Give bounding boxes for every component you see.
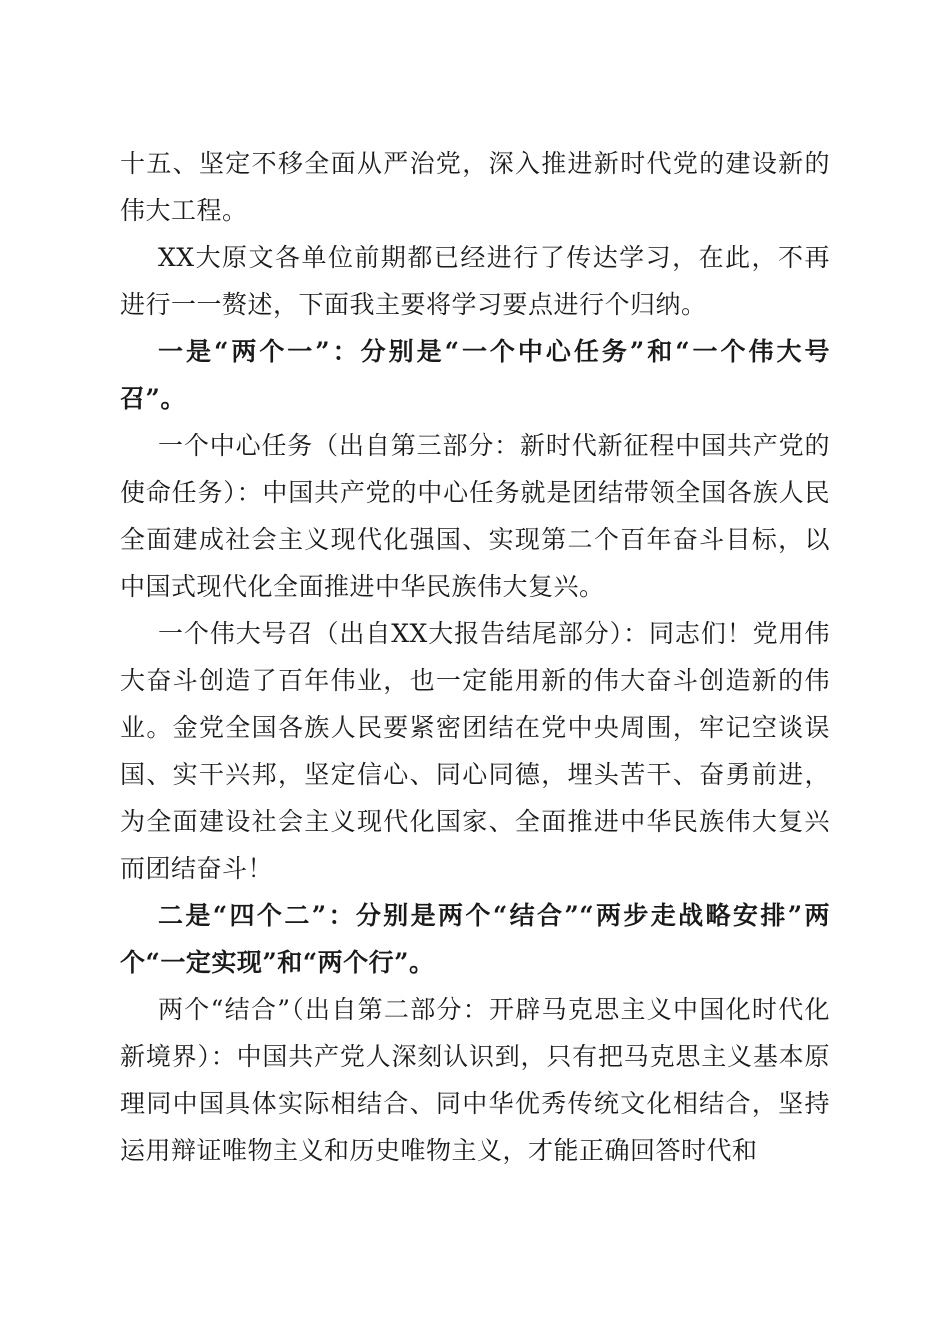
document-page [120,140,830,1174]
paragraph-intro: XX大原文各单位前期都已经进行了传达学习，在此，不再进行一一赘述，下面我主要将学习要点进行个归纳。 [120,243,830,319]
paragraph-central-task: 一个中心任务（出自第三部分：新时代新征程中国共产党的使命任务）：中国共产党的中心任务就是团结带领全国各族人民全面建成社会主义现代化强国、实现第二个百年奋斗目标，以中国式现代化全面推进中华民族伟大复兴。 [120,431,830,601]
paragraph-two-combinations: 两个“结合”（出自第二部分：开辟马克思主义中国化时代化新境界）：中国共产党人深刻认识到，只有把马克思主义基本原理同中国具体实际相结合、同中华优秀传统文化相结合，坚持运用辩证唯物主义和历史唯物主义，才能正确回答时代和 [120,995,830,1165]
paragraph-great-call: 一个伟大号召（出自XX大报告结尾部分）：同志们！党用伟大奋斗创造了百年伟业，也一定能用新的伟大奋斗创造新的伟业。金党全国各族人民要紧密团结在党中央周围，牢记空谈误国、实干兴邦，坚定信心、同心同德，埋头苦干、奋勇前进，为全面建设社会主义现代化国家、全面推进中华民族伟大复兴而团结奋斗！ [120,619,830,883]
paragraph-section-15: 十五、坚定不移全面从严治党，深入推进新时代党的建设新的伟大工程。 [120,149,830,225]
heading-four-twos: 二是“四个二”：分别是两个“结合”“两步走战略安排”两个“一定实现”和“两个行”。 [120,901,830,977]
heading-two-ones: 一是“两个一”：分别是“一个中心任务”和“一个伟大号召”。 [120,337,830,413]
